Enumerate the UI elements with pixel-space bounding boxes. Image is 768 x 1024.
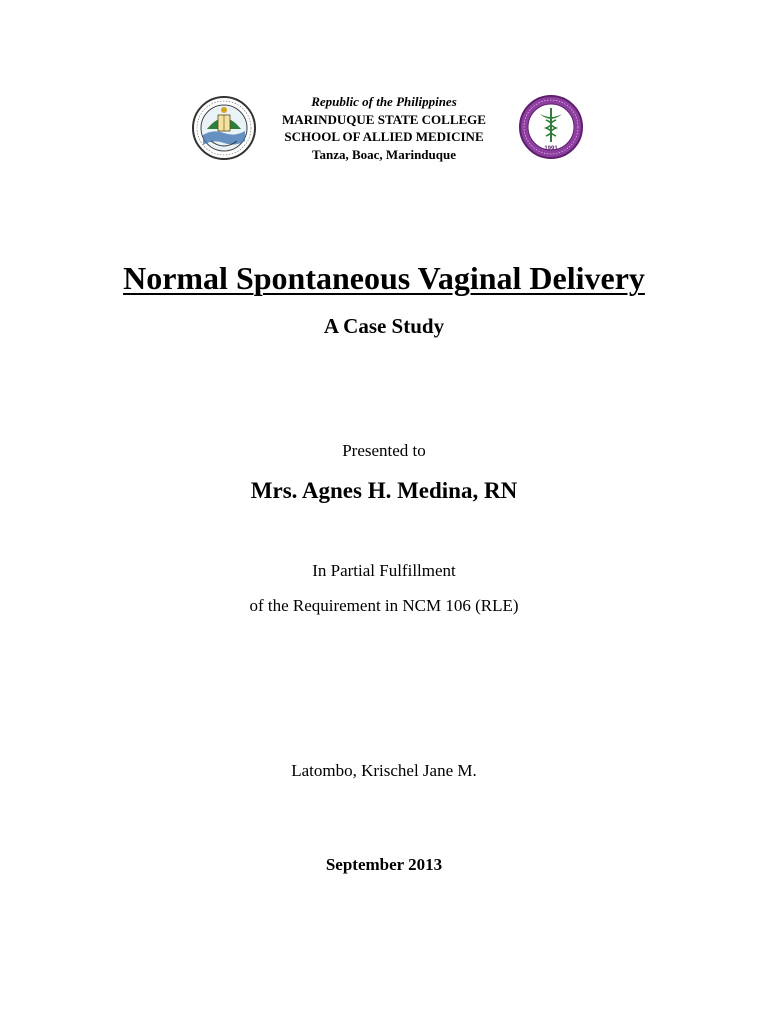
fulfillment-line-2: of the Requirement in NCM 106 (RLE) xyxy=(249,596,519,615)
header-school: SCHOOL OF ALLIED MEDICINE xyxy=(284,129,484,144)
document-title: Normal Spontaneous Vaginal Delivery xyxy=(123,260,645,296)
header-address: Tanza, Boac, Marinduque xyxy=(312,147,456,162)
document-subtitle: A Case Study xyxy=(323,314,445,338)
fulfillment-line-1: In Partial Fulfillment xyxy=(312,561,456,580)
header-college: MARINDUQUE STATE COLLEGE xyxy=(282,112,486,127)
presented-to-label: Presented to xyxy=(342,441,426,460)
recipient-name: Mrs. Agnes H. Medina, RN xyxy=(250,478,518,503)
seal-year: 1991 xyxy=(544,146,558,152)
document-date: September 2013 xyxy=(325,855,443,874)
author-name: Latombo, Krischel Jane M. xyxy=(291,761,477,780)
header-republic: Republic of the Philippines xyxy=(311,94,457,109)
